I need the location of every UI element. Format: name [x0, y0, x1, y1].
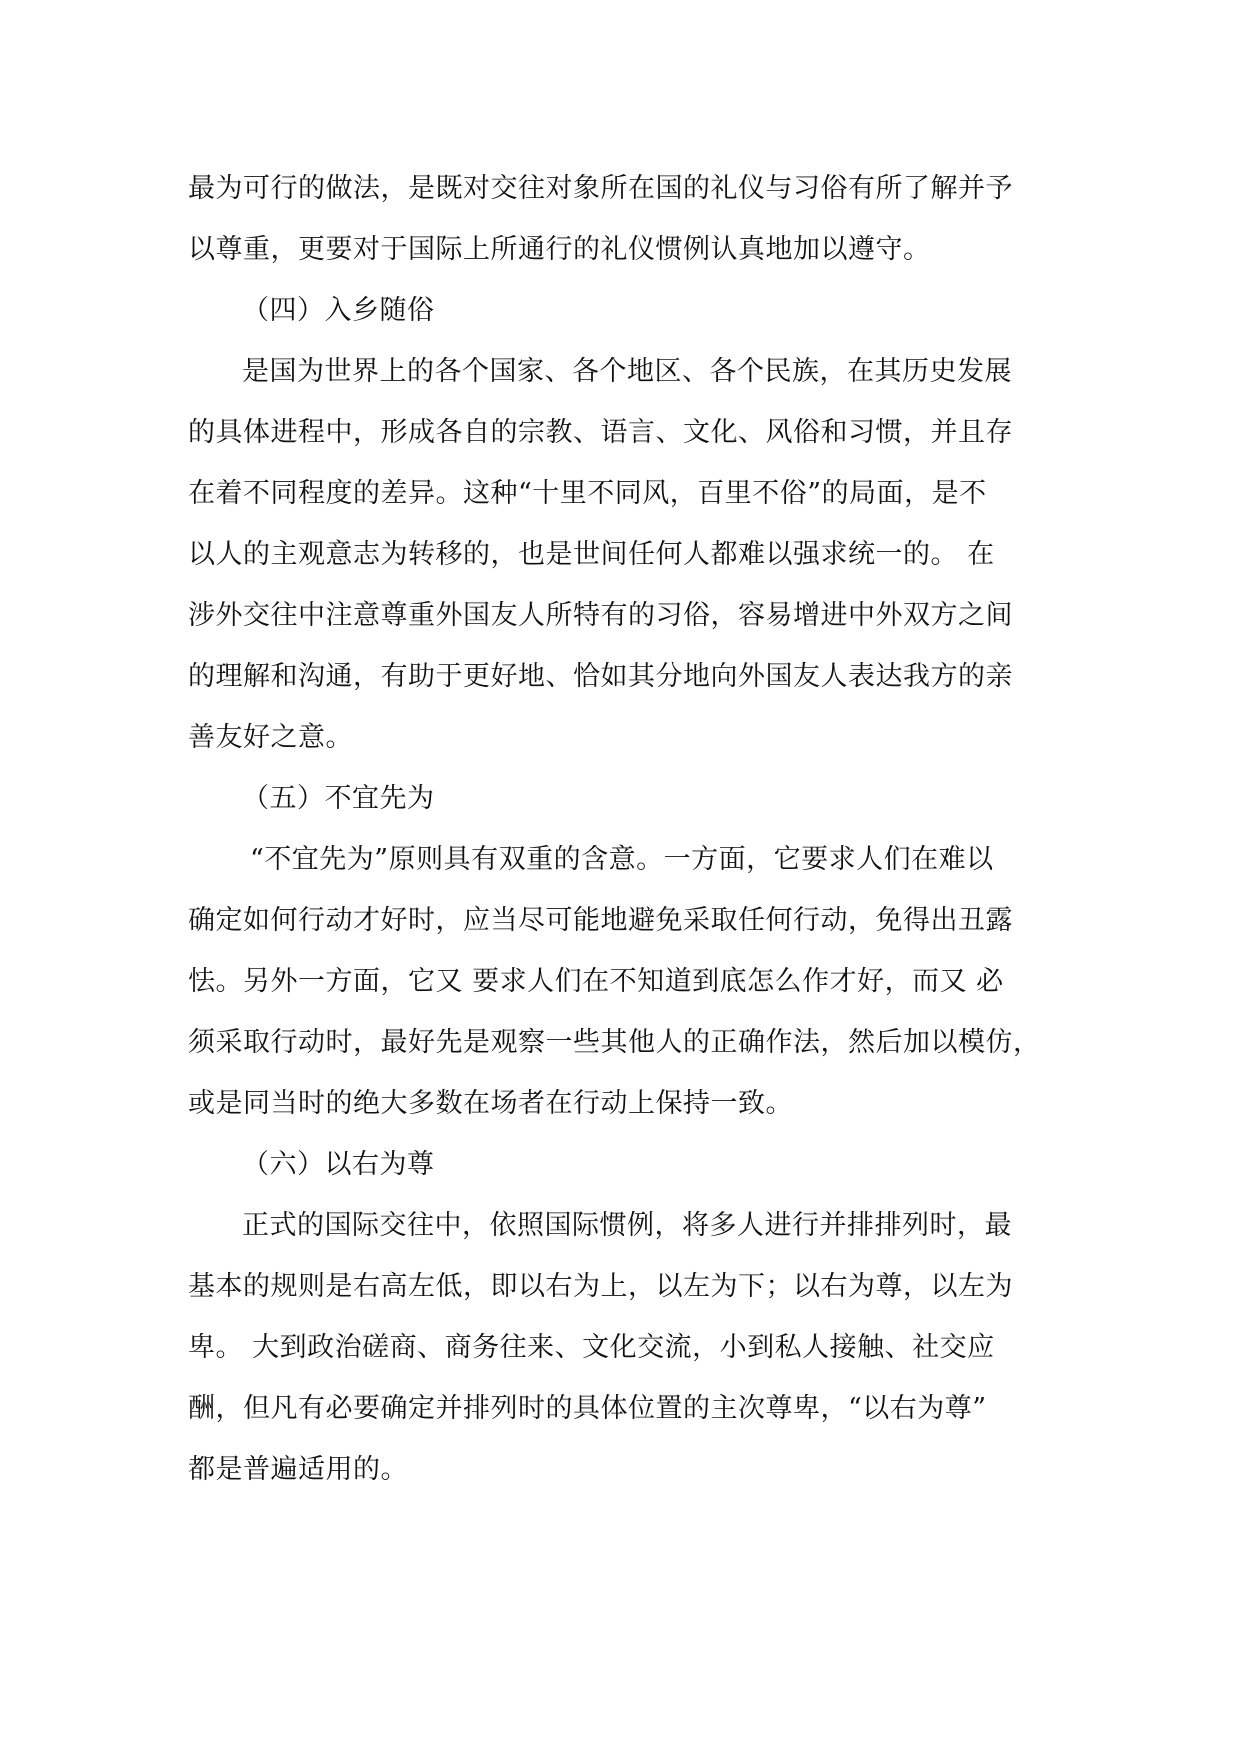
paragraph-line: 正式的国际交往中，依照国际惯例，将多人进行并排排列时，最: [242, 1210, 1012, 1241]
paragraph-line: 酬，但凡有必要确定并排列时的具体位置的主次尊卑，“以右为尊”: [188, 1393, 987, 1424]
paragraph-line: 须采取行动时，最好先是观察一些其他人的正确作法，然后加以模仿，: [188, 1027, 1041, 1058]
paragraph-line: 基本的规则是右高左低，即以右为上，以左为下；以右为尊，以左为: [188, 1271, 1013, 1302]
document-body: [188, 158, 1054, 1500]
section-heading-6: （六）以右为尊: [242, 1149, 435, 1180]
paragraph-line: 在着不同程度的差异。这种“十里不同风，百里不俗”的局面，是不: [188, 478, 987, 509]
section-heading-5: （五）不宜先为: [242, 783, 435, 814]
paragraph-line: 以人的主观意志为转移的，也是世间任何人都难以强求统一的。 在: [188, 539, 995, 570]
paragraph-line: 都是普遍适用的。: [188, 1454, 408, 1485]
paragraph-line: 的具体进程中，形成各自的宗教、语言、文化、风俗和习惯，并且存: [188, 417, 1013, 448]
paragraph-line: “不宜先为”原则具有双重的含意。一方面，它要求人们在难以: [250, 844, 994, 875]
paragraph-line: 是国为世界上的各个国家、各个地区、各个民族，在其历史发展: [242, 356, 1012, 387]
paragraph-line: 确定如何行动才好时，应当尽可能地避免采取任何行动，免得出丑露: [188, 905, 1013, 936]
section-heading-4: （四）入乡随俗: [242, 295, 435, 326]
paragraph-line: 善友好之意。: [188, 722, 353, 753]
paragraph-line: 怯。另外一方面，它又 要求人们在不知道到底怎么作才好，而又 必: [188, 966, 1004, 997]
paragraph-line: 的理解和沟通，有助于更好地、恰如其分地向外国友人表达我方的亲: [188, 661, 1013, 692]
paragraph-line: 以尊重，更要对于国际上所通行的礼仪惯例认真地加以遵守。: [188, 234, 931, 265]
paragraph-line: 卑。 大到政治磋商、商务往来、文化交流，小到私人接触、社交应: [188, 1332, 995, 1363]
paragraph-line: 涉外交往中注意尊重外国友人所特有的习俗，容易增进中外双方之间: [188, 600, 1013, 631]
paragraph-line: 或是同当时的绝大多数在场者在行动上保持一致。: [188, 1088, 793, 1119]
paragraph-line: 最为可行的做法，是既对交往对象所在国的礼仪与习俗有所了解并予: [188, 173, 1013, 204]
